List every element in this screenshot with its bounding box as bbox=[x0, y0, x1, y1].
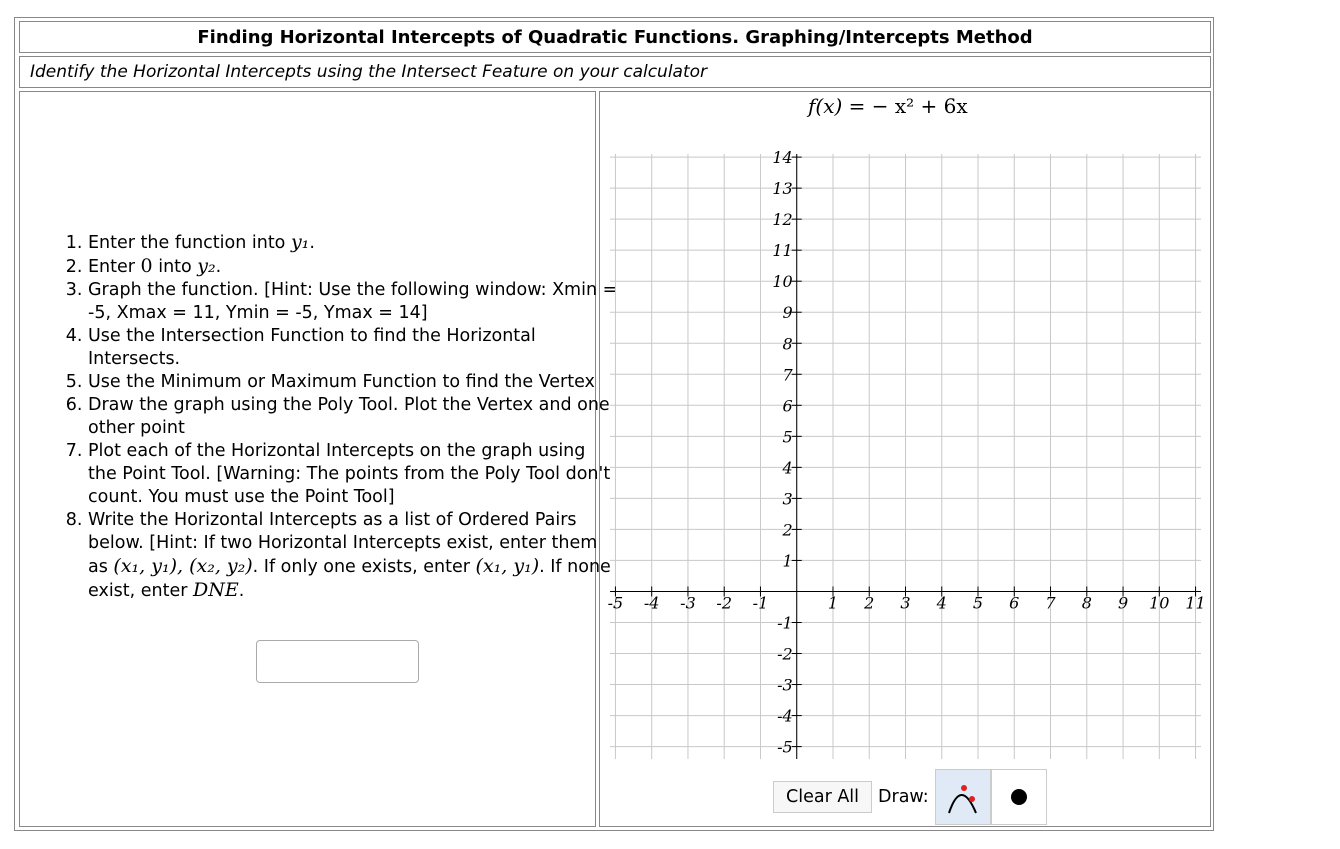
y-tick-label: 9 bbox=[782, 303, 793, 323]
step-1: 1. Enter the function into y₁. bbox=[88, 231, 618, 255]
step-2: 2. Enter 0 into y₂. bbox=[88, 255, 618, 279]
y-tick-label: -2 bbox=[777, 644, 793, 664]
y-tick-label: 4 bbox=[782, 458, 793, 478]
x-tick-label: 8 bbox=[1081, 593, 1092, 613]
point-tool-icon bbox=[999, 777, 1039, 817]
point-tool-button[interactable] bbox=[991, 769, 1047, 825]
x-tick-label: -2 bbox=[716, 593, 733, 613]
draw-label: Draw: bbox=[878, 787, 929, 807]
draw-toolbar bbox=[773, 768, 1047, 826]
page-title: Finding Horizontal Intercepts of Quadratic Functions. Graphing/Intercepts Method bbox=[19, 21, 1211, 53]
x-tick-label: 3 bbox=[900, 593, 911, 613]
step-3: 3. Graph the function. [Hint: Use the following window: Xmin = -5, Xmax = 11, Ymin = -5, Ymax = 14] bbox=[88, 279, 618, 325]
x-tick-label: 10 bbox=[1149, 593, 1170, 613]
x-tick-label: 1 bbox=[827, 593, 839, 613]
x-tick-label: -3 bbox=[680, 593, 696, 613]
y-tick-label: 14 bbox=[772, 148, 793, 168]
step-8: 8. Write the Horizontal Intercepts as a list of Ordered Pairs below. [Hint: If two Horizontal Intercepts exist, enter them as (x₁, y₁), (x₂, y₂). If only one exists, enter (x₁, y₁). If none exist, enter DNE. bbox=[88, 509, 618, 603]
instruction-text: Identify the Horizontal Intercepts using the Intersect Feature on your calculator bbox=[19, 56, 1211, 88]
step-6: 6. Draw the graph using the Poly Tool. Plot the Vertex and one other point bbox=[88, 394, 618, 440]
clear-all-button[interactable]: Clear All bbox=[773, 781, 872, 813]
y-tick-label: 10 bbox=[772, 272, 793, 292]
x-tick-label: 11 bbox=[1185, 593, 1206, 613]
y-tick-label: 8 bbox=[782, 334, 793, 354]
x-tick-label: -4 bbox=[643, 593, 660, 613]
y-tick-label: 12 bbox=[772, 210, 793, 230]
step-7: 7. Plot each of the Horizontal Intercepts on the graph using the Point Tool. [Warning: The points from the Poly Tool don't count. You must use the Point Tool] bbox=[88, 440, 618, 509]
y-tick-label: 7 bbox=[782, 365, 793, 385]
x-tick-label: 2 bbox=[864, 593, 875, 613]
y-tick-label: -5 bbox=[777, 737, 793, 757]
x-tick-label: 9 bbox=[1117, 593, 1129, 613]
x-tick-label: 5 bbox=[972, 593, 984, 613]
y-tick-label: 13 bbox=[772, 179, 793, 199]
y-tick-label: 3 bbox=[782, 489, 793, 509]
y-tick-label: -1 bbox=[777, 613, 793, 633]
y-tick-label: 11 bbox=[772, 241, 793, 261]
y-tick-label: -4 bbox=[777, 706, 793, 726]
y-tick-label: 6 bbox=[782, 396, 793, 416]
poly-tool-icon bbox=[943, 777, 983, 817]
step-list bbox=[54, 231, 618, 603]
graph-canvas[interactable] bbox=[600, 92, 1210, 826]
x-tick-label: 4 bbox=[936, 593, 947, 613]
step-5: 5. Use the Minimum or Maximum Function to find the Vertex bbox=[88, 371, 618, 394]
step-4: 4. Use the Intersection Function to find the Horizontal Intersects. bbox=[88, 325, 618, 371]
y-tick-label: 5 bbox=[782, 427, 793, 447]
function-label: f(x) = − x² + 6x bbox=[808, 94, 968, 118]
y-tick-label: -3 bbox=[777, 675, 793, 695]
x-tick-label: -1 bbox=[752, 593, 769, 613]
graph-panel bbox=[599, 91, 1211, 827]
poly-tool-button[interactable] bbox=[935, 769, 991, 825]
instructions-panel bbox=[19, 91, 618, 827]
x-tick-label: -5 bbox=[607, 593, 624, 613]
y-tick-label: 2 bbox=[782, 520, 793, 540]
x-tick-label: 6 bbox=[1009, 593, 1020, 613]
x-tick-label: 7 bbox=[1045, 593, 1056, 613]
y-tick-label: 1 bbox=[782, 551, 793, 571]
answer-input[interactable] bbox=[256, 640, 419, 683]
